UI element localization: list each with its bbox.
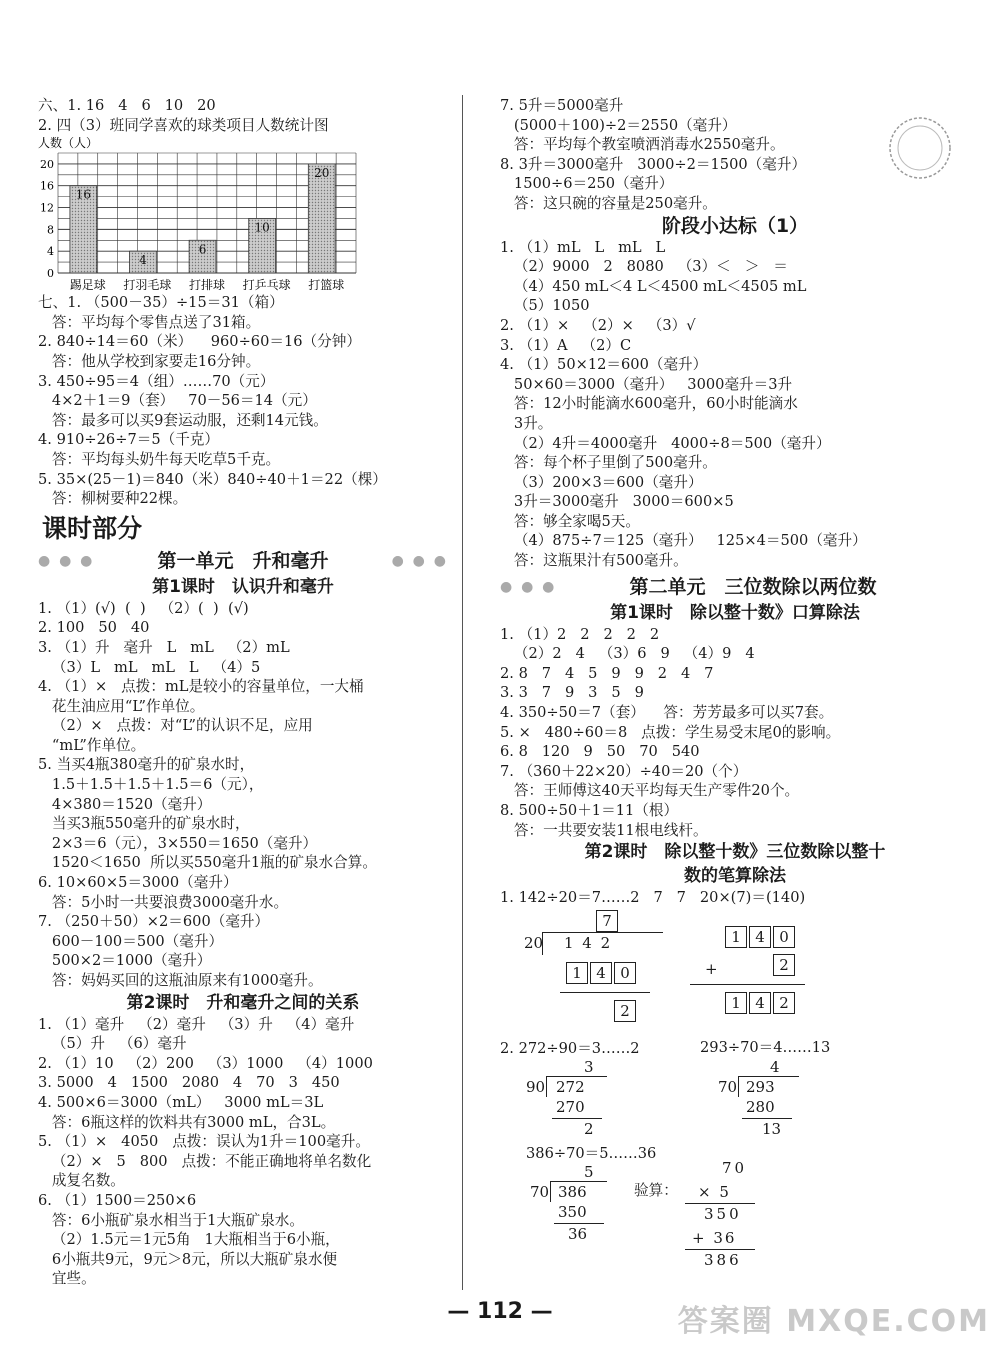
column-divider	[462, 95, 463, 1290]
check-label: 验算：	[634, 1182, 678, 1200]
answer-line: 5. 35×(25－1)＝840（米）840÷40＋1＝22（棵）	[38, 470, 387, 488]
addend-box: 2	[773, 954, 795, 976]
answer-line: 50×60＝3000（毫升） 3000毫升＝3升	[500, 375, 793, 393]
answer-line: 1. （1）2 2 2 2 2	[500, 625, 660, 643]
digit-box: 1	[725, 992, 747, 1014]
remainder: 36	[568, 1225, 588, 1244]
answer-line: （2）4升＝4000毫升 4000÷8＝500（毫升）	[500, 434, 831, 452]
answer-line: 1. （1）mL L mL L	[500, 238, 666, 256]
answer-line: 七、1. （500－35）÷15＝31（箱）	[38, 294, 284, 312]
answer-line: 1. （1）毫升 （2）毫升 （3）升 （4）毫升	[38, 1015, 355, 1033]
answer-line: 答：这只碗的容量是250毫升。	[500, 194, 717, 212]
section-seven-answers	[38, 293, 448, 509]
y-tick-label: 8	[47, 223, 54, 237]
answer-line: 3. （1）A （2）C	[500, 336, 632, 354]
check-addend: + 36	[692, 1229, 737, 1248]
bar-chart-svg	[38, 135, 378, 293]
answer-line: （3）L mL mL L （4）5	[38, 658, 261, 676]
right-column	[500, 96, 970, 1273]
answer-line: 答：6瓶这样的饮料共有3000 mL，合3L。	[38, 1113, 336, 1131]
unit2-lesson1-title: 第1课时 除以整十数》口算除法	[610, 602, 860, 623]
answer-line: 六、1. 16 4 6 10 20	[38, 97, 216, 114]
y-tick-label: 20	[40, 158, 54, 172]
answer-line: 答：平均每个教室喷洒消毒水2550毫升。	[500, 136, 785, 154]
check-multiplicand: 70	[722, 1159, 748, 1178]
answer-line: 8. 500÷50＋1＝11（根）	[500, 802, 679, 819]
divisor: 70	[718, 1077, 738, 1096]
unit1-title: 第一单元 升和毫升	[157, 549, 329, 572]
category-label: 打篮球	[308, 278, 345, 293]
y-tick-label: 12	[40, 201, 54, 215]
answer-line: （2）× 5 800 点拨：不能正确地将单名数化	[38, 1152, 372, 1170]
answer-line: 答：每个杯子里倒了500毫升。	[500, 454, 717, 472]
watermark-text: 答案圈 MXQE.COM	[677, 1304, 990, 1339]
division-line	[742, 1118, 792, 1119]
y-axis-label: 人数（人）	[38, 136, 99, 151]
bar-value-label: 4	[139, 253, 147, 268]
answer-line: （2）9000 2 8080 （3）＜ ＞ ＝	[500, 258, 788, 276]
answer-line: 3. 3 7 9 3 5 9	[500, 684, 644, 702]
digit-box: 0	[773, 926, 795, 948]
section-six-answers	[38, 96, 448, 135]
stage-test-title: 阶段小达标（1）	[661, 214, 809, 237]
unit1-heading	[38, 547, 448, 575]
heading-dots-icon: ● ● ●	[38, 552, 95, 569]
remainder: 2	[584, 1119, 594, 1138]
answer-line: 答：5小时一共要浪费3000毫升水。	[38, 893, 289, 911]
answer-line: 3升＝3000毫升 3000＝600×5	[500, 493, 734, 511]
bar-value-label: 20	[314, 166, 330, 181]
long-division-q1: 1. 142÷20＝7……2 7 7 20×(7)＝(140)	[500, 889, 806, 907]
subtrahend: 280	[746, 1097, 775, 1116]
bar	[308, 164, 335, 273]
subtrahend-boxes	[566, 962, 638, 984]
stamp-icon	[885, 113, 955, 183]
unit2-title: 第二单元 三位数除以两位数	[629, 575, 877, 598]
answer-line: 宜些。	[38, 1270, 96, 1288]
unit2-lesson2-title-a: 第2课时 除以整十数》三位数除以整十	[584, 842, 886, 863]
stage-test-answers	[500, 238, 970, 571]
answer-line: （2）× 点拨：对“L”的认识不足，应用	[38, 717, 313, 735]
answer-line: 5. 当买4瓶380毫升的矿泉水时，	[38, 756, 255, 774]
answer-line: 7. 5升＝5000毫升	[500, 97, 624, 114]
answer-line: 3. 450÷95＝4（组）……70（元）	[38, 372, 275, 390]
answer-line: 4×380＝1520（毫升）	[38, 795, 212, 813]
q2-header	[500, 1038, 970, 1058]
answer-line: 当买3瓶550毫升的矿泉水时，	[38, 815, 250, 833]
answer-line: 4. （1）50×12＝600（毫升）	[500, 356, 708, 374]
answer-line: 4. 350÷50＝7（套） 答：芳芳最多可以买7套。	[500, 704, 834, 722]
answer-line: 3升。	[500, 414, 553, 432]
unit2-heading	[500, 573, 970, 601]
remainder-box: 2	[614, 1000, 636, 1022]
left-column	[38, 96, 448, 1289]
answer-line: 答：够全家喝5天。	[500, 512, 640, 530]
q2-equation-a: 2. 272÷90＝3……2	[500, 1039, 640, 1057]
answer-line: （2）2 4 （3）6 9 （4）9 4	[500, 645, 755, 663]
divisor: 90	[526, 1077, 546, 1096]
y-tick-label: 16	[40, 179, 54, 193]
answer-line: 答：平均每头奶牛每天吃草5千克。	[38, 450, 281, 468]
answer-line: 答：他从学校到家要走16分钟。	[38, 352, 261, 370]
bar-value-label: 6	[198, 242, 207, 257]
product-line	[685, 1203, 755, 1204]
answer-line: （5）1050	[500, 297, 590, 315]
answer-line: 8. 3升＝3000毫升 3000÷2＝1500（毫升）	[500, 155, 807, 173]
digit-box: 0	[614, 962, 636, 984]
dividend: 293	[746, 1077, 775, 1096]
answer-line: 花生油应用“L”作单位。	[38, 697, 205, 715]
division-line	[554, 1223, 604, 1224]
digit-box: 4	[749, 926, 771, 948]
answer-line: 1.5＋1.5＋1.5＋1.5＝6（元），	[38, 776, 264, 794]
heading-dots-icon: ● ● ●	[391, 552, 448, 569]
dividend: 272	[556, 1077, 585, 1096]
plus-sign: +	[705, 959, 718, 978]
category-label: 打排球	[188, 278, 226, 293]
dividend: 386	[558, 1183, 587, 1202]
category-label: 打羽毛球	[123, 278, 172, 293]
subtrahend: 350	[558, 1203, 587, 1222]
answer-line: 答：一共要安装11根电线杆。	[500, 821, 708, 839]
q2-equation-c: 386÷70＝5……36	[526, 1144, 657, 1162]
answer-line: （2）1.5元＝1元5角 1大瓶相当于6小瓶，	[38, 1231, 340, 1249]
quotient: 4	[770, 1057, 780, 1076]
digit-box: 2	[773, 992, 795, 1014]
check-product: 350	[704, 1205, 742, 1224]
y-tick-label: 4	[47, 245, 54, 259]
check-multiplier: × 5	[698, 1183, 731, 1202]
answer-line: 4×2＋1＝9（套） 70－56＝14（元）	[38, 392, 317, 410]
check-top-boxes	[725, 926, 797, 948]
bar-chart	[38, 135, 448, 293]
unit2-lesson2-title-b: 数的笔算除法	[684, 866, 786, 887]
dividend: 1 4 2	[564, 933, 613, 952]
sum-line	[685, 1249, 755, 1250]
answer-line: 答：平均每个零售点送了31箱。	[38, 313, 261, 331]
answer-line: 4. （1）× 点拨：mL是较小的容量单位，一大桶	[38, 678, 364, 696]
answer-line: 答：柳树要种22棵。	[38, 490, 188, 508]
answer-line: 5. （1）× 4050 点拨：误认为1升＝100毫升。	[38, 1133, 370, 1151]
divisor: 70	[530, 1183, 550, 1202]
lesson2-answers	[38, 1015, 448, 1289]
bar-value-label: 16	[75, 187, 91, 202]
long-division-diagram-1	[500, 908, 970, 1038]
category-label: 踢足球	[69, 278, 106, 293]
answer-line: 成复名数。	[38, 1172, 125, 1190]
answer-line: 2. 840÷14＝60（米） 960÷60＝16（分钟）	[38, 333, 361, 351]
answer-line: （3）200×3＝600（毫升）	[500, 473, 703, 491]
answer-line: 2. 四（3）班同学喜欢的球类项目人数统计图	[38, 116, 329, 134]
answer-line: 4. 910÷26÷7＝5（千克）	[38, 431, 219, 449]
answer-line: 2. 100 50 40	[38, 619, 150, 637]
lesson1-answers	[38, 599, 448, 991]
quotient: 3	[584, 1057, 594, 1076]
answer-line: 6. （1）1500＝250×6	[38, 1191, 197, 1209]
remainder: 13	[762, 1119, 782, 1138]
sum-line	[690, 984, 805, 985]
answer-line: 7. （360＋22×20）÷40＝20（个）	[500, 762, 748, 780]
long-division-diagram-4	[500, 1159, 970, 1273]
answer-line: （4）450 mL＜4 L＜4500 mL＜4505 mL	[500, 277, 807, 295]
answer-line: 答：6小瓶矿泉水相当于1大瓶矿泉水。	[38, 1211, 304, 1229]
answer-line: 6. 10×60×5＝3000（毫升）	[38, 874, 238, 892]
answer-line: 答：这瓶果汁有500毫升。	[500, 552, 688, 570]
answer-line: “mL”作单位。	[38, 736, 146, 754]
answer-line: 500×2＝1000（毫升）	[38, 952, 212, 970]
quotient: 5	[584, 1163, 594, 1182]
answer-line: （5）升 （6）毫升	[38, 1035, 187, 1053]
answer-line: 答：妈妈买回的这瓶油原来有1000毫升。	[38, 972, 323, 989]
answer-line: 3. 5000 4 1500 2080 4 70 3 450	[38, 1074, 340, 1092]
answer-line: 1500÷6＝250（毫升）	[500, 175, 674, 193]
digit-box: 1	[725, 926, 747, 948]
answer-line: (5000＋100)÷2＝2550（毫升）	[500, 116, 737, 134]
answer-line: 1. （1）(√) ( ) （2）( ) (√)	[38, 599, 249, 617]
q2-equation-b: 293÷70＝4……13	[700, 1038, 831, 1056]
page-number: — 112 —	[447, 1299, 553, 1324]
y-tick-label: 0	[47, 267, 54, 281]
answer-line: 答：最多可以买9套运动服，还剩14元钱。	[38, 411, 328, 429]
lesson2-title: 第2课时 升和毫升之间的关系	[126, 992, 360, 1013]
quotient-box: 7	[596, 910, 618, 932]
watermark-logo	[678, 1296, 990, 1340]
digit-box: 1	[566, 962, 588, 984]
answer-line: 7. （250＋50）×2＝600（毫升）	[38, 913, 270, 931]
answer-line: 1520＜1650 所以买550毫升1瓶的矿泉水合算。	[38, 854, 377, 872]
answer-line: 5. × 480÷60＝8 点拨：学生易受末尾0的影响。	[500, 723, 841, 741]
answer-line: 6小瓶共9元，9元＞8元，所以大瓶矿泉水便	[38, 1250, 338, 1268]
lesson1-title: 第1课时 认识升和毫升	[152, 576, 334, 597]
long-division-diagrams-2-3	[500, 1058, 970, 1144]
digit-box: 4	[749, 992, 771, 1014]
divisor: 20	[524, 933, 544, 952]
answer-line: 2. 8 7 4 5 9 9 2 4 7	[500, 664, 714, 682]
check-sum-boxes	[725, 992, 797, 1014]
answer-line: 600－100＝500（毫升）	[38, 932, 224, 950]
answer-line: （4）875÷7＝125（毫升） 125×4＝500（毫升）	[500, 532, 867, 550]
answer-line: 2. （1）10 （2）200 （3）1000 （4）1000	[38, 1054, 373, 1072]
subtrahend: 270	[556, 1097, 585, 1116]
answer-line: 答：12小时能滴水600毫升，60小时能滴水	[500, 395, 798, 413]
division-line	[552, 1118, 602, 1119]
answer-line: 2. （1）× （2）× （3）√	[500, 316, 696, 334]
answer-line: 6. 8 120 9 50 70 540	[500, 743, 700, 761]
section-title: 课时部分	[42, 513, 143, 543]
answer-line: 3. （1）升 毫升 L mL （2）mL	[38, 638, 290, 656]
digit-box: 4	[590, 962, 612, 984]
check-sum: 386	[704, 1251, 742, 1270]
heading-dots-icon: ● ● ●	[500, 578, 557, 595]
answer-line: 答：王师傅这40天平均每天生产零件20个。	[500, 782, 800, 800]
answer-line: 4. 500×6＝3000（mL） 3000 mL＝3L	[38, 1093, 324, 1111]
answer-line: 2×3＝6（元），3×550＝1650（毫升）	[38, 834, 318, 852]
category-label: 打乒乓球	[242, 278, 291, 293]
bar-value-label: 10	[254, 220, 270, 235]
unit2-lesson1-answers	[500, 625, 970, 841]
division-line	[560, 992, 650, 993]
